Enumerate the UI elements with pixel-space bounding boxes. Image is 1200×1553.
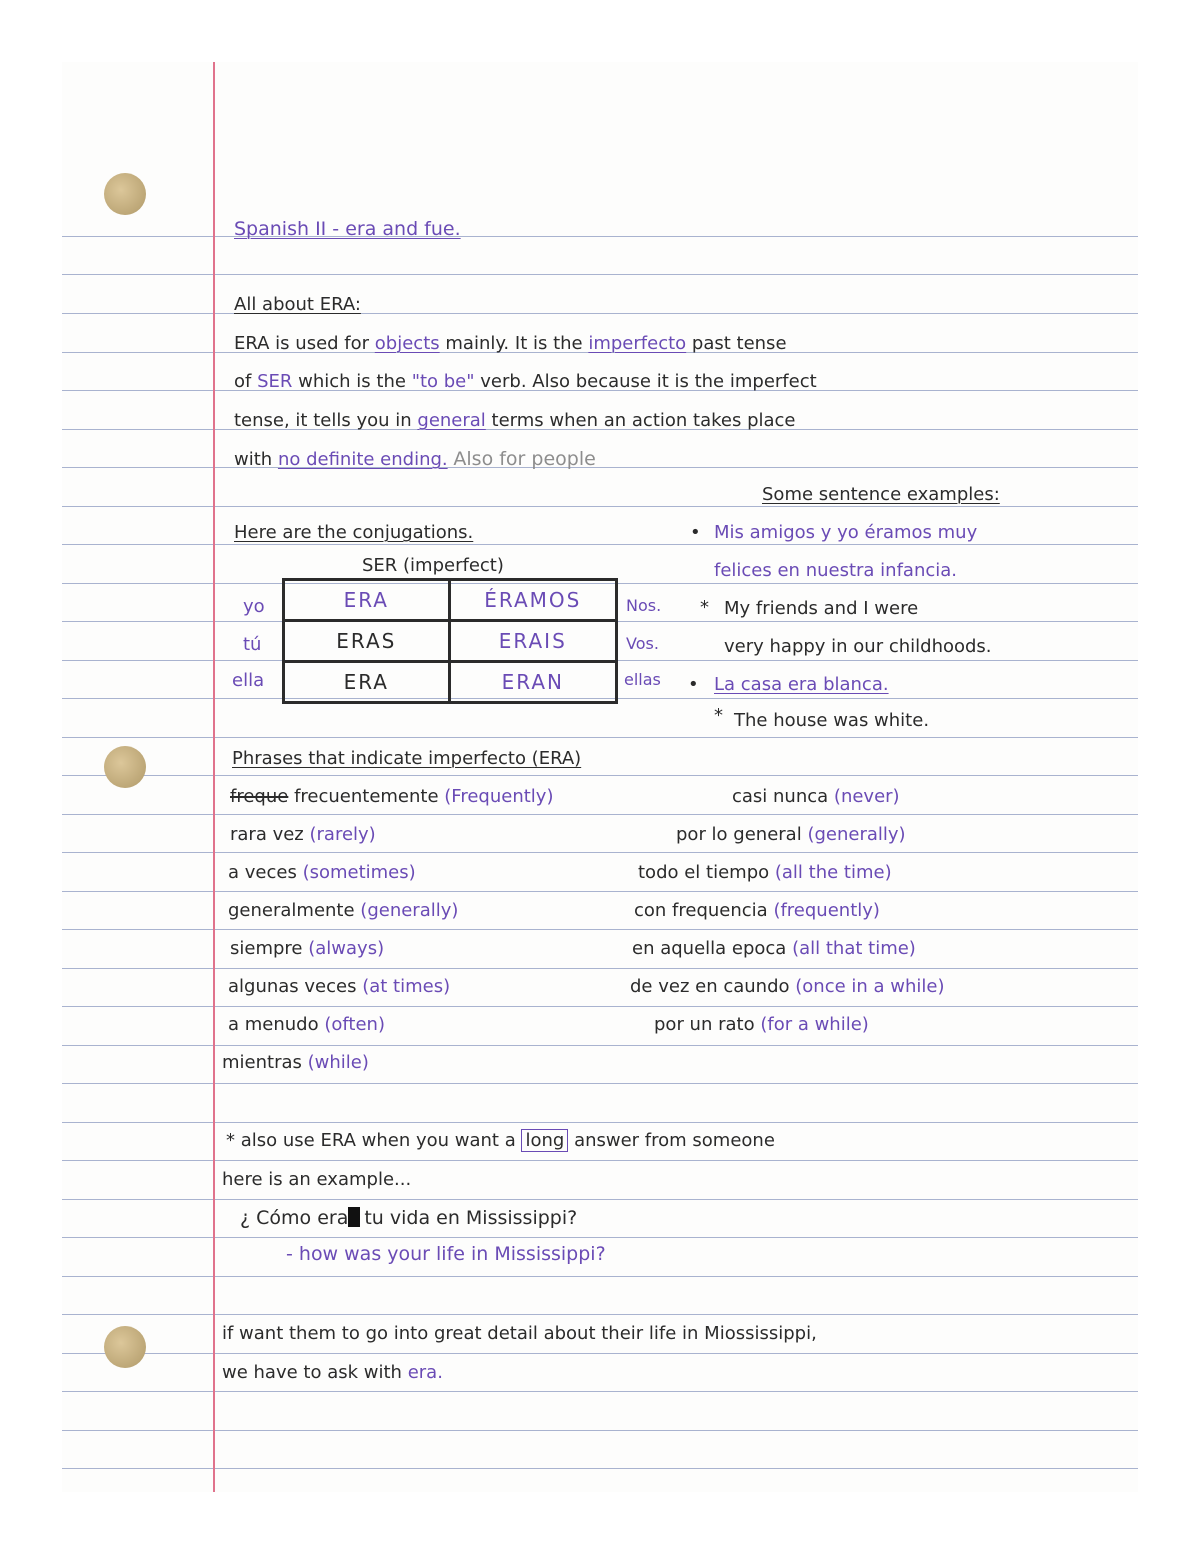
- conjugation-table: [282, 578, 618, 704]
- redaction-mark: [348, 1207, 360, 1227]
- rule-line: [62, 737, 1138, 738]
- example-1-spanish-cont: felices en nuestra infancia.: [714, 560, 957, 581]
- phrase-left: generalmente (generally): [228, 900, 459, 921]
- rule-line: [62, 1122, 1138, 1123]
- table-cell: ERAS: [284, 621, 450, 662]
- note-line-3: if want them to go into great detail about their life in Miossissippi,: [222, 1323, 817, 1344]
- notebook-paper: [62, 62, 1138, 1492]
- phrase-right: con frequencia (frequently): [634, 900, 880, 921]
- margin-line: [213, 62, 215, 1492]
- pronoun-tu: tú: [243, 634, 262, 655]
- note-line-1: * also use ERA when you want a long answer from someone: [226, 1130, 775, 1151]
- star-icon: *: [700, 597, 709, 618]
- about-line-4: with no definite ending. Also for people: [234, 448, 596, 470]
- example-1-english: My friends and I were: [724, 598, 919, 619]
- phrase-right: todo el tiempo (all the time): [638, 862, 892, 883]
- phrase-right: casi nunca (never): [732, 786, 900, 807]
- rule-line: [62, 1237, 1138, 1238]
- rule-line: [62, 1045, 1138, 1046]
- rule-line: [62, 1353, 1138, 1354]
- table-row: [284, 662, 617, 703]
- examples-heading: Some sentence examples:: [762, 484, 1000, 505]
- rule-line: [62, 274, 1138, 275]
- rule-line: [62, 313, 1138, 314]
- phrase-left: mientras (while): [222, 1052, 369, 1073]
- about-line-1: ERA is used for objects mainly. It is the imperfecto past tense: [234, 333, 787, 354]
- phrase-right: por un rato (for a while): [654, 1014, 869, 1035]
- rule-line: [62, 236, 1138, 237]
- rule-line: [62, 968, 1138, 969]
- about-line-2: of SER which is the "to be" verb. Also because it is the imperfect: [234, 371, 817, 392]
- page-title: Spanish II - era and fue.: [234, 218, 461, 240]
- phrase-left: freque frecuentemente (Frequently): [230, 786, 554, 807]
- rule-line: [62, 775, 1138, 776]
- punch-hole: [104, 173, 146, 215]
- phrases-heading: Phrases that indicate imperfecto (ERA): [232, 748, 582, 769]
- note-line-2: here is an example...: [222, 1169, 412, 1190]
- phrase-right: de vez en caundo (once in a while): [630, 976, 945, 997]
- rule-line: [62, 1468, 1138, 1469]
- table-row: [284, 580, 617, 621]
- phrase-left: algunas veces (at times): [228, 976, 451, 997]
- rule-line: [62, 852, 1138, 853]
- bullet-icon: •: [690, 522, 701, 543]
- phrase-right: por lo general (generally): [676, 824, 906, 845]
- example-question: ¿ Cómo era tu vida en Mississippi?: [240, 1207, 578, 1229]
- table-cell: ERAIS: [449, 621, 616, 662]
- rule-line: [62, 506, 1138, 507]
- pronoun-nos: Nos.: [626, 596, 662, 615]
- section-heading-era: All about ERA:: [234, 294, 361, 315]
- pronoun-vos: Vos.: [626, 634, 659, 653]
- conjugation-caption: SER (imperfect): [362, 555, 504, 576]
- rule-line: [62, 1006, 1138, 1007]
- rule-line: [62, 1430, 1138, 1431]
- example-translation: - how was your life in Mississippi?: [286, 1243, 606, 1265]
- rule-line: [62, 891, 1138, 892]
- table-cell: ERA: [284, 662, 450, 703]
- rule-line: [62, 1083, 1138, 1084]
- pronoun-ellas: ellas: [624, 670, 661, 689]
- punch-hole: [104, 746, 146, 788]
- about-line-3: tense, it tells you in general terms when an action takes place: [234, 410, 796, 431]
- phrase-left: siempre (always): [230, 938, 385, 959]
- table-row: [284, 621, 617, 662]
- bullet-icon: •: [688, 674, 699, 695]
- table-cell: ÉRAMOS: [449, 580, 616, 621]
- rule-line: [62, 1160, 1138, 1161]
- example-2-spanish: La casa era blanca.: [714, 674, 889, 695]
- example-1-english-cont: very happy in our childhoods.: [724, 636, 992, 657]
- star-icon: *: [714, 705, 723, 726]
- rule-line: [62, 1314, 1138, 1315]
- table-cell: ERAN: [449, 662, 616, 703]
- phrase-left: a veces (sometimes): [228, 862, 416, 883]
- rule-line: [62, 1391, 1138, 1392]
- pronoun-ella: ella: [232, 670, 265, 691]
- punch-hole: [104, 1326, 146, 1368]
- rule-line: [62, 929, 1138, 930]
- example-1-spanish: Mis amigos y yo éramos muy: [714, 522, 978, 543]
- rule-line: [62, 1199, 1138, 1200]
- conjugations-intro: Here are the conjugations.: [234, 522, 474, 543]
- phrase-left: rara vez (rarely): [230, 824, 376, 845]
- rule-line: [62, 814, 1138, 815]
- rule-line: [62, 467, 1138, 468]
- example-2-english: The house was white.: [734, 710, 930, 731]
- rule-line: [62, 1276, 1138, 1277]
- note-line-4: we have to ask with era.: [222, 1362, 443, 1383]
- long-box: long: [521, 1129, 568, 1152]
- phrase-right: en aquella epoca (all that time): [632, 938, 916, 959]
- phrase-left: a menudo (often): [228, 1014, 385, 1035]
- pronoun-yo: yo: [243, 596, 265, 617]
- rule-line: [62, 544, 1138, 545]
- table-cell: ERA: [284, 580, 450, 621]
